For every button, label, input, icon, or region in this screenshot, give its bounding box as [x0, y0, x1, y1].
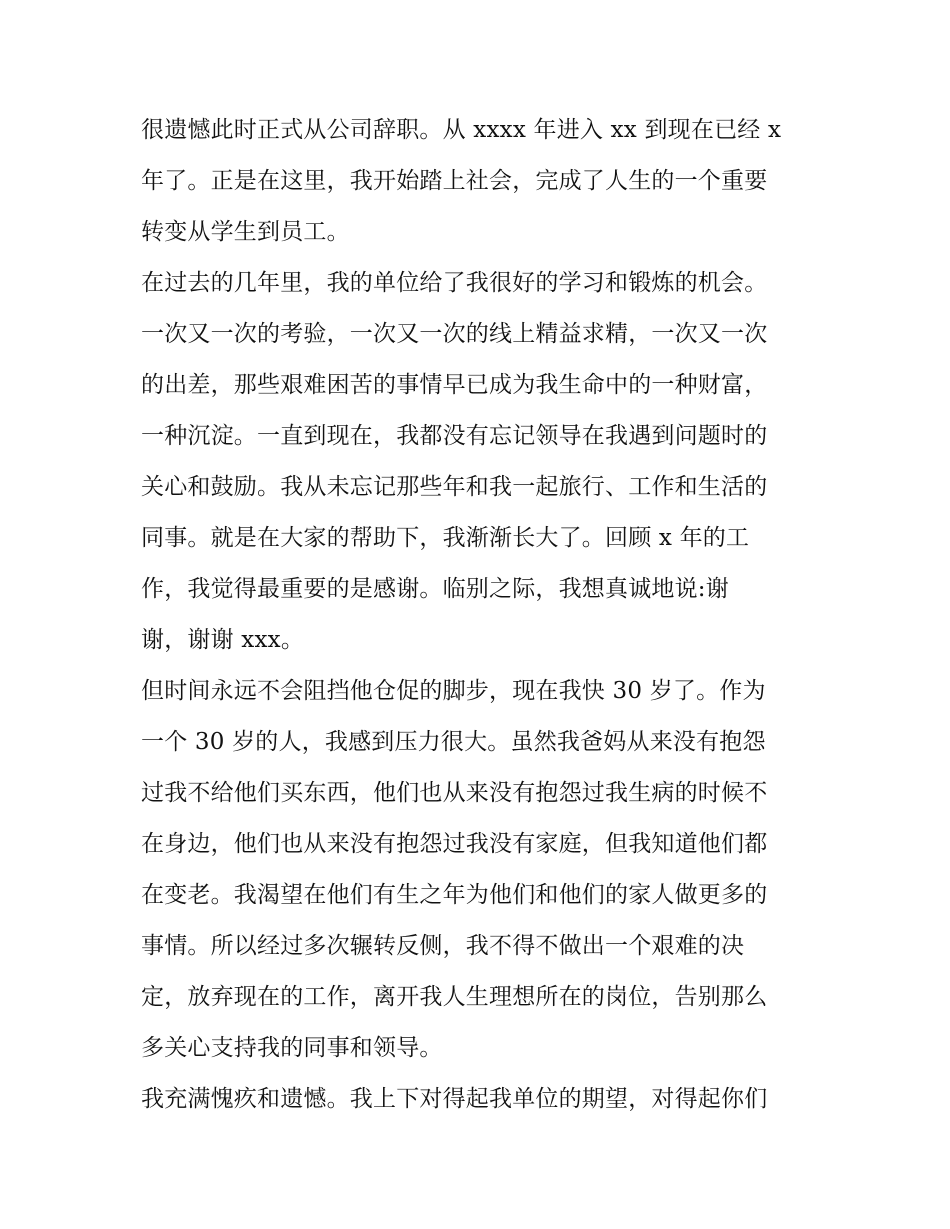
text-line: 过我不给他们买东西，他们也从来没有抱怨过我生病的时候不: [141, 780, 768, 806]
text-line: 我充满愧疚和遗憾。我上下对得起我单位的期望，对得起你们: [141, 1086, 768, 1112]
text-line: 年了。正是在这里，我开始踏上社会，完成了人生的一个重要: [141, 168, 768, 194]
text-line: 作，我觉得最重要的是感谢。临别之际，我想真诚地说:谢: [141, 576, 729, 602]
text-line: 谢，谢谢 xxx。: [141, 627, 305, 653]
text-line: 在变老。我渴望在他们有生之年为他们和他们的家人做更多的: [141, 882, 768, 908]
text-line: 但时间永远不会阻挡他仓促的脚步，现在我快 30 岁了。作为: [141, 678, 766, 704]
text-line: 多关心支持我的同事和领导。: [141, 1035, 443, 1061]
text-line: 的出差，那些艰难困苦的事情早已成为我生命中的一种财富，: [141, 372, 768, 398]
text-line: 很遗憾此时正式从公司辞职。从 xxxx 年进入 xx 到现在已经 x: [141, 117, 782, 143]
text-line: 一种沉淀。一直到现在，我都没有忘记领导在我遇到问题时的: [141, 423, 768, 449]
document-body: [141, 105, 821, 1125]
text-line: 在过去的几年里，我的单位给了我很好的学习和锻炼的机会。: [141, 270, 768, 296]
text-line: 关心和鼓励。我从未忘记那些年和我一起旅行、工作和生活的: [141, 474, 768, 500]
text-line: 在身边，他们也从来没有抱怨过我没有家庭，但我知道他们都: [141, 831, 768, 857]
text-line: 一个 30 岁的人，我感到压力很大。虽然我爸妈从来没有抱怨: [141, 729, 766, 755]
text-line: 定，放弃现在的工作，离开我人生理想所在的岗位，告别那么: [141, 984, 768, 1010]
text-line: 转变从学生到员工。: [141, 219, 350, 245]
text-line: 事情。所以经过多次辗转反侧，我不得不做出一个艰难的决: [141, 933, 745, 959]
text-line: 一次又一次的考验，一次又一次的线上精益求精，一次又一次: [141, 321, 768, 347]
text-line: 同事。就是在大家的帮助下，我渐渐长大了。回顾 x 年的工: [141, 525, 750, 551]
